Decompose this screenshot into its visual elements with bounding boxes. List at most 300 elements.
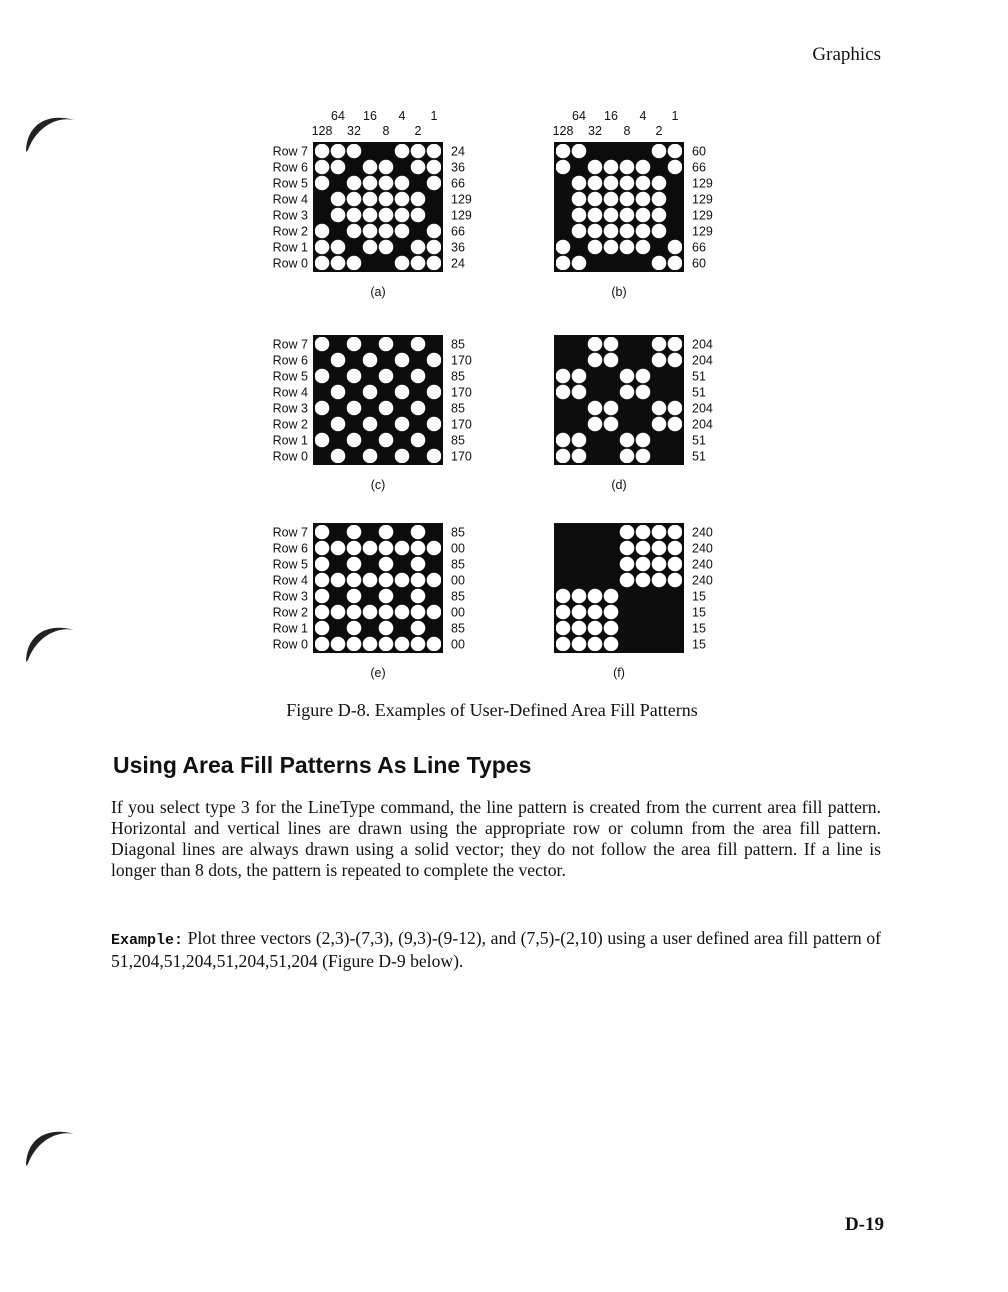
pattern-dot-off (347, 256, 362, 271)
pattern-dot-off (636, 449, 651, 464)
pattern-dot-on (394, 620, 410, 636)
pattern-dot-on (330, 336, 346, 352)
pattern-dot-on (667, 604, 683, 620)
pattern-dot-off (411, 160, 426, 175)
row-label: Row 1 (272, 621, 308, 636)
pattern-dot-off (620, 176, 635, 191)
pattern-dot-on (619, 416, 635, 432)
pattern-dot-off (427, 160, 442, 175)
pattern-dot-off (572, 144, 587, 159)
pattern-dot-off (395, 208, 410, 223)
pattern-dot-off (331, 449, 346, 464)
bit-weight-label: 2 (655, 124, 663, 138)
pattern-dot-off (379, 557, 394, 572)
pattern-dot-on (378, 448, 394, 464)
pattern-dot-off (604, 208, 619, 223)
pattern-dot-on (394, 432, 410, 448)
pattern-dot-on (410, 384, 426, 400)
row-value: 204 (692, 417, 713, 432)
pattern-dot-off (331, 240, 346, 255)
pattern-dot-off (636, 192, 651, 207)
pattern-dot-off (620, 192, 635, 207)
row-label: Row 0 (272, 256, 308, 271)
pattern-dot-off (604, 417, 619, 432)
pattern-dot-off (572, 621, 587, 636)
pattern-dot-off (379, 240, 394, 255)
pattern-dot-off (363, 208, 378, 223)
pattern-dot-off (572, 385, 587, 400)
pattern-dot-off (636, 433, 651, 448)
pattern-dot-on (603, 572, 619, 588)
pattern-dot-off (572, 589, 587, 604)
pattern-dot-on (635, 143, 651, 159)
pattern-dot-off (347, 557, 362, 572)
pattern-dot-on (571, 540, 587, 556)
row-label: Row 5 (272, 557, 308, 572)
pattern-dot-on (667, 588, 683, 604)
pattern-dot-off (411, 637, 426, 652)
pattern-dot-off (556, 637, 571, 652)
pattern-dot-on (426, 336, 442, 352)
pattern-dot-off (620, 541, 635, 556)
pattern-dot-on (667, 207, 683, 223)
pattern-dot-off (620, 557, 635, 572)
pattern-dot-off (620, 433, 635, 448)
pattern-dot-on (362, 620, 378, 636)
pattern-dot-on (667, 223, 683, 239)
pattern-dot-off (556, 144, 571, 159)
pattern-dot-on (651, 159, 667, 175)
row-value: 85 (451, 589, 465, 604)
pattern-label: (e) (370, 666, 386, 680)
pattern-dot-on (426, 368, 442, 384)
pattern-dot-on (346, 416, 362, 432)
pattern-dot-on (603, 540, 619, 556)
row-value: 66 (692, 240, 706, 255)
row-value: 51 (692, 369, 706, 384)
pattern-dot-off (572, 208, 587, 223)
pattern-label: (b) (611, 285, 627, 299)
pattern-dot-on (571, 572, 587, 588)
pattern-dot-on (619, 620, 635, 636)
pattern-dot-off (379, 541, 394, 556)
row-value: 85 (451, 621, 465, 636)
pattern-dot-on (667, 432, 683, 448)
pattern-dot-on (587, 524, 603, 540)
row-label: Row 4 (272, 573, 308, 588)
pattern-dot-off (379, 589, 394, 604)
pattern-dot-on (410, 416, 426, 432)
pattern-dot-off (604, 240, 619, 255)
pattern-dot-off (331, 208, 346, 223)
pattern-dot-off (331, 385, 346, 400)
pattern-dot-off (363, 192, 378, 207)
pattern-dot-off (572, 637, 587, 652)
pattern-dot-off (395, 176, 410, 191)
pattern-dot-off (588, 589, 603, 604)
row-value: 85 (451, 401, 465, 416)
row-value: 85 (451, 525, 465, 540)
pattern-dot-off (379, 637, 394, 652)
pattern-dot-off (347, 176, 362, 191)
pattern-dot-off (588, 353, 603, 368)
pattern-dot-on (314, 384, 330, 400)
pattern-dot-off (347, 637, 362, 652)
bit-weight-label: 128 (311, 124, 333, 138)
pattern-dot-off (668, 144, 683, 159)
pattern-dot-off (411, 589, 426, 604)
pattern-dot-on (330, 620, 346, 636)
pattern-dot-off (379, 525, 394, 540)
page-number: D-19 (844, 1214, 884, 1235)
row-label: Row 2 (272, 605, 308, 620)
pattern-dot-off (379, 605, 394, 620)
pattern-dot-on (555, 416, 571, 432)
pattern-dot-off (620, 525, 635, 540)
pattern-dot-off (668, 240, 683, 255)
pattern-dot-off (347, 541, 362, 556)
pattern-dot-off (572, 192, 587, 207)
pattern-dot-off (315, 557, 330, 572)
pattern-dot-on (346, 448, 362, 464)
pattern-dot-off (315, 525, 330, 540)
pattern-dot-off (572, 224, 587, 239)
pattern-dot-on (635, 352, 651, 368)
pattern-dot-off (572, 433, 587, 448)
pattern-dot-on (619, 143, 635, 159)
bit-weight-label: 64 (572, 109, 586, 123)
pattern-dot-off (588, 417, 603, 432)
pattern-dot-off (315, 144, 330, 159)
pattern-dot-off (668, 541, 683, 556)
pattern-dot-off (620, 449, 635, 464)
pattern-dot-on (426, 524, 442, 540)
pattern-dot-on (378, 384, 394, 400)
row-value: 129 (451, 192, 472, 207)
pattern-dot-off (668, 573, 683, 588)
pattern-dot-off (556, 256, 571, 271)
bit-weight-label: 16 (604, 109, 618, 123)
pattern-dot-off (668, 417, 683, 432)
pattern-dot-on (651, 588, 667, 604)
pattern-dot-off (395, 224, 410, 239)
pattern-dot-off (379, 192, 394, 207)
pattern-dot-off (427, 176, 442, 191)
row-label: Row 3 (272, 208, 308, 223)
pattern-dot-off (620, 208, 635, 223)
pattern-dot-on (619, 352, 635, 368)
pattern-dot-off (572, 369, 587, 384)
pattern-dot-off (668, 401, 683, 416)
pattern-dot-on (603, 384, 619, 400)
pattern-dot-off (427, 224, 442, 239)
pattern-dot-off (636, 557, 651, 572)
pattern-dot-off (604, 605, 619, 620)
pattern-dot-off (411, 557, 426, 572)
pattern-dot-off (363, 541, 378, 556)
pattern-dot-on (394, 524, 410, 540)
bit-weight-label: 64 (331, 109, 345, 123)
pattern-dot-off (395, 449, 410, 464)
pattern-dot-off (652, 353, 667, 368)
pattern-dot-on (314, 416, 330, 432)
pattern-label: (a) (370, 285, 386, 299)
pattern-dot-off (427, 353, 442, 368)
pattern-dot-off (427, 256, 442, 271)
row-value: 240 (692, 557, 713, 572)
pattern-dot-off (620, 224, 635, 239)
pattern-dot-on (603, 143, 619, 159)
pattern-dot-on (571, 556, 587, 572)
row-value: 129 (692, 176, 713, 191)
pattern-dot-on (587, 368, 603, 384)
pattern-dot-on (394, 588, 410, 604)
pattern-dot-off (315, 589, 330, 604)
pattern-dot-on (362, 368, 378, 384)
pattern-label: (d) (611, 478, 627, 492)
pattern-dot-on (314, 191, 330, 207)
pattern-dot-on (362, 336, 378, 352)
row-label: Row 6 (272, 541, 308, 556)
pattern-dot-off (652, 208, 667, 223)
row-label: Row 7 (272, 525, 308, 540)
pattern-dot-on (426, 556, 442, 572)
pattern-dot-on (571, 336, 587, 352)
pattern-dot-on (410, 223, 426, 239)
pattern-dot-off (315, 337, 330, 352)
pattern-dot-on (362, 432, 378, 448)
pattern-dot-on (555, 191, 571, 207)
pattern-dot-off (652, 192, 667, 207)
row-value: 36 (451, 160, 465, 175)
pattern-dot-off (427, 605, 442, 620)
section-heading: Using Area Fill Patterns As Line Types (113, 752, 532, 778)
pattern-dot-on (394, 159, 410, 175)
bit-weight-label: 128 (552, 124, 574, 138)
pattern-dot-on (587, 432, 603, 448)
row-value: 51 (692, 449, 706, 464)
pattern-dot-on (667, 368, 683, 384)
pattern-dot-on (555, 223, 571, 239)
pattern-dot-off (395, 605, 410, 620)
row-value: 85 (451, 557, 465, 572)
pattern-dot-on (394, 336, 410, 352)
body-paragraph: If you select type 3 for the LineType command, the line pattern is created from the current area fill pattern. Horizontal and vertical lines are drawn using the appropriate row or column from the area fill pattern. Diagonal lines are always drawn using a solid vector; they do not follow the area fill pattern. If a line is longer than 8 dots, the pattern is repeated to complete the vector. (111, 797, 881, 880)
pattern-dot-off (315, 160, 330, 175)
pattern-dot-off (379, 176, 394, 191)
pattern-dot-on (555, 400, 571, 416)
pattern-dot-on (603, 524, 619, 540)
pattern-dot-on (603, 255, 619, 271)
row-value: 170 (451, 385, 472, 400)
pattern-dot-off (379, 369, 394, 384)
pattern-dot-off (347, 224, 362, 239)
pattern-dot-off (315, 541, 330, 556)
pattern-dot-on (619, 336, 635, 352)
pattern-dot-on (362, 588, 378, 604)
pattern-dot-off (652, 573, 667, 588)
pattern-dot-on (394, 556, 410, 572)
row-label: Row 7 (272, 337, 308, 352)
pattern-dot-off (395, 353, 410, 368)
pattern-dot-off (427, 449, 442, 464)
pattern-dot-off (347, 337, 362, 352)
pattern-dot-off (556, 369, 571, 384)
pattern-dot-on (330, 223, 346, 239)
row-value: 170 (451, 353, 472, 368)
pattern-dot-off (331, 144, 346, 159)
pattern-dot-on (667, 191, 683, 207)
row-label: Row 0 (272, 637, 308, 652)
pattern-dot-off (588, 605, 603, 620)
example-paragraph (111, 928, 881, 972)
pattern-dot-on (587, 384, 603, 400)
pattern-dot-off (556, 385, 571, 400)
pattern-dot-off (363, 224, 378, 239)
pattern-dot-on (667, 620, 683, 636)
pattern-dot-off (315, 401, 330, 416)
pattern-dot-on (635, 588, 651, 604)
pattern-dot-on (378, 416, 394, 432)
pattern-dot-off (604, 224, 619, 239)
pattern-dot-off (331, 637, 346, 652)
pattern-dot-on (330, 524, 346, 540)
pattern-dot-on (426, 191, 442, 207)
row-value: 15 (692, 605, 706, 620)
pattern-label: (c) (370, 478, 386, 492)
pattern-dot-off (427, 385, 442, 400)
row-value: 51 (692, 433, 706, 448)
bit-weight-label: 4 (398, 109, 406, 123)
pattern-dot-off (588, 224, 603, 239)
pattern-dot-on (635, 416, 651, 432)
row-value: 00 (451, 605, 465, 620)
pattern-dot-on (555, 207, 571, 223)
pattern-dot-on (555, 336, 571, 352)
pattern-dot-off (604, 192, 619, 207)
pattern-dot-on (635, 620, 651, 636)
pattern-dot-off (363, 176, 378, 191)
pattern-dot-off (395, 192, 410, 207)
row-value: 24 (451, 144, 465, 159)
pattern-dot-off (668, 557, 683, 572)
pattern-dot-off (652, 417, 667, 432)
row-label: Row 5 (272, 176, 308, 191)
pattern-dot-off (652, 401, 667, 416)
pattern-dot-off (620, 240, 635, 255)
pattern-dot-off (652, 256, 667, 271)
pattern-dot-off (588, 337, 603, 352)
pattern-dot-off (315, 369, 330, 384)
pattern-dot-on (651, 636, 667, 652)
pattern-dot-off (379, 224, 394, 239)
pattern-dot-off (652, 525, 667, 540)
pattern-dot-off (331, 192, 346, 207)
pattern-dot-off (572, 256, 587, 271)
row-value: 85 (451, 369, 465, 384)
pattern-dot-on (362, 143, 378, 159)
pattern-dot-off (556, 240, 571, 255)
pattern-dot-off (315, 256, 330, 271)
row-value: 170 (451, 417, 472, 432)
row-value: 24 (451, 256, 465, 271)
row-label: Row 5 (272, 369, 308, 384)
row-value: 15 (692, 621, 706, 636)
row-value: 00 (451, 637, 465, 652)
example-label: Example: (111, 932, 184, 949)
example-text: Plot three vectors (2,3)-(7,3), (9,3)-(9-12), and (7,5)-(2,10) using a user defined area fill pattern of 51,204,51,204,51,204,51,204 (Figure D-9 below). (111, 928, 881, 971)
pattern-dot-off (588, 208, 603, 223)
pattern-dot-off (395, 417, 410, 432)
pattern-dot-off (331, 160, 346, 175)
pattern-dot-on (330, 556, 346, 572)
pattern-dot-off (427, 541, 442, 556)
pattern-dot-off (331, 605, 346, 620)
pattern-dot-off (620, 573, 635, 588)
pattern-dot-off (636, 369, 651, 384)
pattern-dot-on (619, 636, 635, 652)
pattern-dot-off (395, 385, 410, 400)
pattern-dot-off (588, 192, 603, 207)
pattern-dot-off (668, 353, 683, 368)
pattern-dot-off (347, 401, 362, 416)
row-value: 15 (692, 589, 706, 604)
pattern-dot-on (603, 432, 619, 448)
pattern-dot-on (619, 588, 635, 604)
pattern-dot-off (347, 589, 362, 604)
pattern-dot-on (555, 572, 571, 588)
pattern-dot-off (331, 573, 346, 588)
pattern-dot-on (346, 352, 362, 368)
pattern-label: (f) (613, 666, 625, 680)
pattern-dot-on (651, 604, 667, 620)
row-value: 15 (692, 637, 706, 652)
pattern-dot-off (556, 433, 571, 448)
pattern-dot-on (330, 588, 346, 604)
pattern-dot-on (651, 448, 667, 464)
pattern-dot-off (668, 525, 683, 540)
pattern-dot-off (411, 256, 426, 271)
pattern-dot-off (636, 385, 651, 400)
pattern-dot-off (604, 621, 619, 636)
pattern-dot-on (426, 620, 442, 636)
row-label: Row 2 (272, 224, 308, 239)
pattern-dot-off (636, 541, 651, 556)
row-value: 60 (692, 256, 706, 271)
row-value: 66 (451, 224, 465, 239)
row-label: Row 2 (272, 417, 308, 432)
pattern-dot-off (411, 192, 426, 207)
pattern-dot-on (587, 143, 603, 159)
pattern-dot-off (427, 240, 442, 255)
pattern-dot-on (587, 556, 603, 572)
pattern-dot-off (347, 433, 362, 448)
row-value: 60 (692, 144, 706, 159)
pattern-dot-off (331, 256, 346, 271)
pattern-dot-off (347, 621, 362, 636)
pattern-dot-off (604, 353, 619, 368)
pattern-dot-off (347, 144, 362, 159)
pattern-dot-off (652, 337, 667, 352)
pattern-dot-off (395, 573, 410, 588)
pattern-dot-off (379, 433, 394, 448)
pattern-dot-off (427, 637, 442, 652)
bit-weight-label: 32 (347, 124, 361, 138)
pattern-dot-off (315, 176, 330, 191)
pattern-dot-off (331, 541, 346, 556)
pattern-dot-on (378, 352, 394, 368)
pattern-dot-off (636, 240, 651, 255)
